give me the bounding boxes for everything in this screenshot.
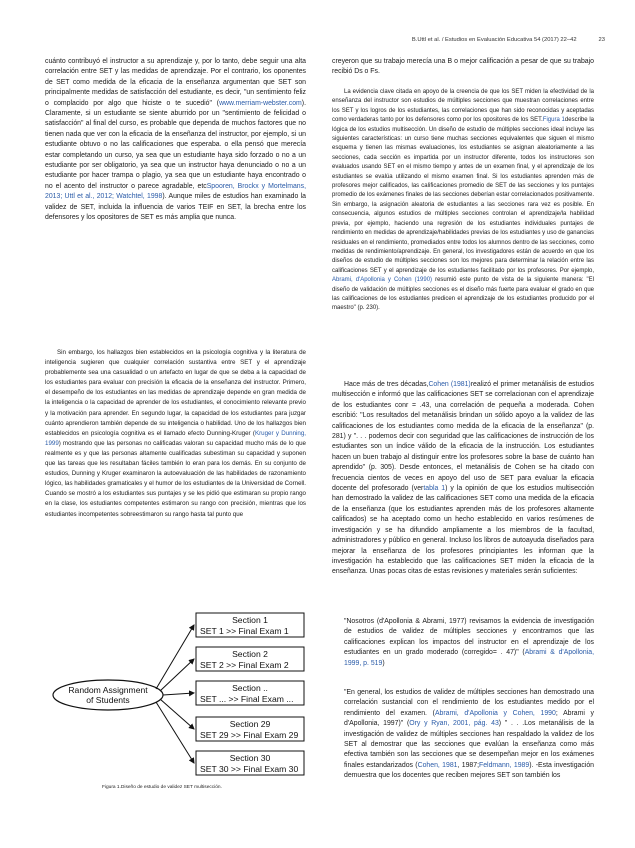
section-1-flow: SET 1 >> Final Exam 1 xyxy=(200,626,289,636)
section-30-flow: SET 30 >> Final Exam 30 xyxy=(200,764,299,774)
figure-caption: Figura 1.Diseño de estudio de validez SET multisección. xyxy=(102,785,222,790)
text-span: ). Claramente, si un estudiante se siente aburrido por un "sentimiento de felicidad o satisfacción" al final del curso, es probable que dependa de muchos factores que no tienen nada que ver con la eficacia de la enseñanza del instructor, por ejemplo, si un estudiante obtuvo o no las calificaciones que esperaba. o ella pensó que merecía estar completando un curso, ya sea que un estudiante haya sido forzado o no a un estudiante por ser obligatorio, ya sea que un instructor haya denunciado o no a un estudiante por hacer trampa o plagio, ya sea que un estudiante haya encontrado o no el acento del instructor o parece agradable, etc xyxy=(45,99,306,190)
text-span: Sin embargo, los hallazgos bien establecidos en la psicología cognitiva y la literatura de inteligencia sugieren que cualquier correlación sustantiva entre SET y el aprendizaje probablemente sea una casualidad o un artefacto en lugar de que se deba a la capacidad de los estudiantes para evaluar con precisión la eficacia de la enseñanza del instructor. Primero, el desempeño de los estudiantes en las medidas de aprendizaje depende en gran medida de la inteligencia o la capacidad de aprender de los estudiantes, el conocimiento relevante previo y la motivación para aprender. En segundo lugar, la capacidad de los estudiantes para juzgar cuánto aprendieron también depende de su inteligencia o habilidad. Uno de los hallazgos bien establecidos en psicología cognitiva es el llamado efecto Dunning-Kruger ( xyxy=(45,349,306,437)
citation-link-cohen-1981b[interactable]: Cohen, 1981 xyxy=(417,761,458,769)
text-span: realizó el primer metanálisis de estudios multisección e informó que las calificaciones SET se correlacionan con el aprendizaje de los estudiantes conr = .43, una correlación de pequeña a moderada. Cohen escribió: "Los resultados del metanálisis brindan un sólido apoyo a la validez de las calificaciones de los estudiantes como medida de la eficacia de la enseñanza" (p. 281) y ". . . podemos decir con seguridad que las calificaciones de instrucción de los estudiantes son un índice válido de la eficacia de la instrucción. Los estudiantes hacen un buen trabajo al distinguir entre los profesores sobre la base de cuánto han aprendido" (p. 305). Desde entonces, el metanálisis de Cohen se ha citado con frecuencia cientos de veces en apoyo del uso de SET para evaluar la eficacia docente del profesorado (ver xyxy=(332,381,594,493)
text-span: ) " . . .Los metanálisis de la investigación de validez de múltiples secciones han respaldado la validez de los SET al demostrar que las secciones que evalúan la enseñanza como más efectiva también son las secciones que se desempeñan mejor en los exámenes finales estandarizados ( xyxy=(344,720,594,769)
text-span: "En general, los estudios de validez de múltiples secciones han demostrado una correlación sustancial con el rendimiento de los estudiantes medido por el rendimiento del examen. ( xyxy=(344,689,594,717)
text-span: Hace más de tres décadas, xyxy=(344,381,429,388)
section-box-1 xyxy=(196,613,304,637)
text-span: ). -Esta investigación demuestra que los docentes que reciben mejores SET son también los xyxy=(344,761,595,780)
page-number: 23 xyxy=(598,37,605,43)
text-span: creyeron que su trabajo merecía una B o mejor calificación a pesar de que su trabajo recibió Ds o Fs. xyxy=(332,58,594,76)
left-paragraph-1 xyxy=(45,57,306,224)
section-1-title: Section 1 xyxy=(232,615,268,625)
right-paragraph-1 xyxy=(332,57,594,78)
citation-link-abrami-1990[interactable]: Abrami, d'Apollonia y Cohen (1990) xyxy=(332,277,433,284)
quote-1 xyxy=(344,617,594,669)
section-2-title: Section 2 xyxy=(232,649,268,659)
text-span: "Nosotros (d'Apollonia & Abrami, 1977) revisamos la evidencia de investigación de estudios de validez de múltiples secciones y encontramos que las calificaciones explican los impactos del instructor en el aprendizaje de los estudiantes en un grado moderado (corregido= . 47)" ( xyxy=(344,618,594,657)
text-span: La evidencia clave citada en apoyo de la creencia de que los SET miden la efectividad de la enseñanza del instructor son estudios de múltiples secciones que muestran correlaciones entre los SET y los logros de los estudiantes, las correlaciones que han sido reconocidas y aceptadas como verdaderas tanto por los defensores como por los opositores de los SET. xyxy=(332,89,594,124)
citation-link-feldmann[interactable]: Feldmann, 1989 xyxy=(479,761,530,769)
section-box-2 xyxy=(196,647,304,671)
right-paragraph-2 xyxy=(332,88,594,314)
link-merriam-webster[interactable]: www.merriam-webster.com xyxy=(219,99,302,107)
random-assignment-label-1: Random Assignment xyxy=(68,685,148,695)
text-span: cuánto contribuyó el instructor a su aprendizaje y, por lo tanto, debe seguir una alta correlación entre SET y las medidas de aprendizaje. Por el contrario, los oponentes de SET como medida de la eficacia de la enseñanza argumentan que SET son principalmente medidas de satisfacción del estudiante, es decir, "un sentimiento feliz o complacido por algo que hiciste o te sucedió" ( xyxy=(45,58,306,107)
section-ellipsis-flow: SET ... >> Final Exam ... xyxy=(200,694,294,704)
section-29-flow: SET 29 >> Final Exam 29 xyxy=(200,730,299,740)
citation-link-cohen-1981[interactable]: Cohen (1981) xyxy=(428,381,471,388)
citation-link-abrami-cohen-1990[interactable]: Abrami, d'Apollonia y Cohen, 1990 xyxy=(434,709,556,717)
citation-link-spooren[interactable]: Spooren, Brockx y Mortelmans, 2013; Uttl et al., 2012; Watchtel, 1998 xyxy=(45,182,307,201)
section-box-30 xyxy=(196,751,304,775)
text-span: ). Aunque miles de estudios han examinado la validez de SET, incluida la influencia de varios TEIF en SET, la brecha entre los defensores y los opositores de SET es más amplia que nunca. xyxy=(45,193,306,222)
section-box-29 xyxy=(196,717,304,741)
section-box-ellipsis xyxy=(196,681,304,705)
text-span: ) y la opinión de que los estudios multisección han demostrado la validez de las calificaciones SET como una medida de la eficacia de la enseñanza (que los estudiantes aprenden más de los profesores altamente calificados) se ha aceptado como un hecho establecido en varios resúmenes de investigación y se ha difundido ampliamente a los miembros de la facultad, administradores y público en general. Incluso los libros de autoayuda diseñados para mejorar la enseñanza de los profesores principiantes les informan que la investigación ha establecido que las calificaciones SET miden la eficacia de la enseñanza. Unas pocas citas de estas revisiones y materiales serán suficientes: xyxy=(332,485,594,576)
citation-link-kruger[interactable]: Kruger y Dunning, 1999 xyxy=(45,429,307,447)
section-ellipsis-title: Section .. xyxy=(232,683,268,693)
right-paragraph-3 xyxy=(332,380,594,578)
quote-2 xyxy=(344,688,594,782)
text-span: resumió este punto de vista de la siguiente manera: "El diseño de validación de múltiples secciones es el diseño más fuerte para evaluar el grado en que las calificaciones de los estudiantes predicen el aprendizaje de los estudiantes producido por el maestro" (p. 230). xyxy=(332,277,594,312)
table-1-link[interactable]: tabla 1 xyxy=(423,485,446,493)
text-span: describe la lógica de los estudios multisección. Un diseño de estudio de múltiples secciones ideal incluye las siguientes características: un curso tiene muchas secciones equivalentes que siguen el mismo esquema y tienen las mismas evaluaciones, los estudiantes se asignan aleatoriamente a las secciones, cada sección es impartida por un instructor diferente, todos los instructores son evaluados usando SET en el mismo tiempo y antes de un examen final, y el aprendizaje de los estudiantes se evalúa utilizando el mismo examen final. Si los estudiantes aprenden más de profesores mejor calificados, las calificaciones promedio de SET de las secciones y los puntajes promedio de los exámenes finales de las secciones deberían estar correlacionados positivamente. Sin embargo, la asignación aleatoria de estudiantes a las secciones rara vez es posible. En consecuencia, algunos estudios de múltiples secciones controlan el aprendizaje/la habilidad previa, por ejemplo, haciendo una regresión de los estudiantes individuales puntajes de rendimiento en medidas de aprendizaje/habilidades previas de los estudiantes y uso de ganancias residuales en el rendimiento, promediados entre todos los alumnos dentro de las secciones, como medidas de rendimiento/aprendizaje. En general, los investigadores están de acuerdo en que los diseños de estudio de múltiples secciones son los mejores para determinar la relación entre las calificaciones SET y el aprendizaje de los estudiantes facilitado por los profesores. Por ejemplo, xyxy=(332,117,595,274)
text-span: ) mostrando que las personas no calificadas valoran su capacidad mucho más de lo que realmente es y que las personas altamente cualificadas subestiman su capacidad y suponen que las tareas que les resultaban fáciles también lo eran para los demás. En su conjunto de estudios, Dunning y Kruger examinaron la autoevaluación de las habilidades de razonamiento lógico, las habilidades gramaticales y el humor de los estudiantes de la Universidad de Cornell. Cuando se mostró a los estudiantes sus puntajes y se les pidió que estimaran su propio rango en la clase, los estudiantes competentes estimaron su rango con precisión, mientras que los estudiantes incompetentes sobreestimaron su rango hasta tal punto que xyxy=(45,439,306,518)
header-citation: B.Uttl et al. / Estudios en Evaluación Educativa 54 (2017) 22–42 xyxy=(411,37,577,43)
random-assignment-label-2: of Students xyxy=(86,695,130,705)
section-30-title: Section 30 xyxy=(229,753,271,763)
running-header xyxy=(412,37,605,43)
text-span: ) xyxy=(382,659,385,667)
figure-1-link[interactable]: Figura 1 xyxy=(542,117,565,124)
citation-link-abrami-1999[interactable]: Abrami & d'Apollonia, 1999, p. 519 xyxy=(344,649,594,667)
left-paragraph-2 xyxy=(45,348,306,520)
text-span: ; Abrami y d'Apollonia, 1997)" ( xyxy=(344,709,595,728)
text-span: , 1987; xyxy=(457,761,479,769)
section-29-title: Section 29 xyxy=(229,719,271,729)
section-2-flow: SET 2 >> Final Exam 2 xyxy=(200,660,289,670)
citation-link-ory-ryan[interactable]: Ory y Ryan, 2001, pág. 43 xyxy=(409,720,499,728)
multisection-diagram xyxy=(48,605,308,785)
